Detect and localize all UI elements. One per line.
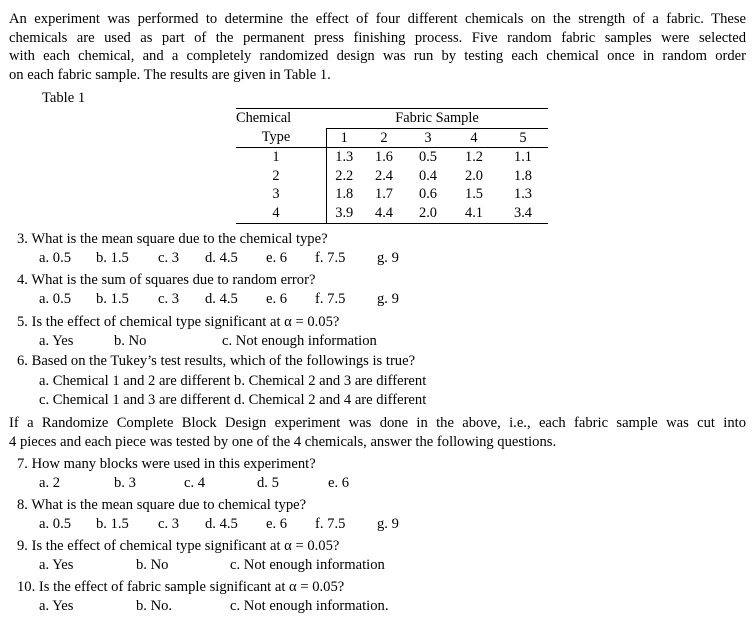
question-10: 10. Is the effect of fabric sample significant at α = 0.05?: [17, 579, 345, 595]
option: e. 6: [266, 291, 288, 307]
option: a. 0.5: [39, 250, 72, 266]
option: d. 4.5: [205, 516, 238, 532]
value-cell: 1.8: [335, 186, 354, 203]
option: b. No.: [136, 598, 173, 614]
table-row: [236, 148, 548, 167]
fabric-table: [236, 108, 548, 224]
intro-line: on each fabric sample. The results are given in Table 1.: [9, 66, 331, 83]
option: a. Yes: [39, 333, 74, 349]
sample-label: 4: [450, 128, 498, 148]
table-caption: Table 1: [42, 90, 86, 106]
option: d. 4.5: [205, 250, 238, 266]
value-cell: 1.2: [465, 149, 483, 166]
value-cell: 1.7: [375, 186, 393, 203]
type-cell: 1: [272, 149, 280, 166]
sample-label: 1: [326, 128, 362, 148]
option: a. 0.5: [39, 516, 72, 532]
option: d. 5: [257, 475, 279, 491]
value-cell: 0.5: [419, 149, 437, 166]
option: c. Chemical 1 and 3 are different d. Chemical 2 and 4 are different: [39, 392, 427, 408]
type-cell: 2: [272, 167, 280, 184]
option: c. Not enough information: [230, 557, 385, 573]
option: c. 3: [158, 250, 180, 266]
option: b. No: [114, 333, 147, 349]
option: b. 1.5: [96, 250, 129, 266]
value-cell: 1.5: [465, 186, 483, 203]
header-chemical: Chemical: [236, 109, 316, 129]
option: g. 9: [377, 516, 399, 532]
option: a. Chemical 1 and 2 are different b. Chemical 2 and 3 are different: [39, 373, 427, 389]
header-fabric-sample: Fabric Sample: [326, 109, 548, 129]
question-9: 9. Is the effect of chemical type significant at α = 0.05?: [17, 538, 340, 554]
option: e. 6: [266, 250, 288, 266]
value-cell: 2.0: [465, 167, 483, 184]
intro-line: An experiment was performed to determine the effect of four different chemicals on the strength of a fabric. These: [9, 11, 746, 27]
value-cell: 1.1: [514, 149, 532, 166]
value-cell: 2.2: [335, 167, 354, 184]
option: e. 6: [328, 475, 350, 491]
value-cell: 1.6: [375, 149, 393, 166]
question-3: 3. What is the mean square due to the chemical type?: [17, 231, 328, 247]
option: f. 7.5: [315, 516, 346, 532]
option: a. Yes: [39, 557, 74, 573]
value-cell: 1.3: [514, 186, 532, 203]
option: b. 1.5: [96, 516, 129, 532]
option: g. 9: [377, 250, 399, 266]
rcbd-paragraph: [9, 414, 746, 451]
option: a. Yes: [39, 598, 74, 614]
rcbd-line: 4 pieces and each piece was tested by one of the 4 chemicals, answer the following questions.: [9, 433, 557, 450]
type-cell: 3: [272, 186, 280, 203]
option: c. 4: [184, 475, 206, 491]
table-row: [236, 204, 548, 223]
sample-label: 3: [406, 128, 450, 148]
option: c. Not enough information: [222, 333, 377, 349]
option: e. 6: [266, 516, 288, 532]
type-cell: 4: [236, 204, 316, 223]
question-8: 8. What is the mean square due to chemical type?: [17, 497, 307, 513]
value-cell: 2.4: [375, 167, 393, 184]
intro-line: with each chemical, and a completely randomized design was run by testing each chemical once in random order: [9, 48, 746, 65]
sample-label: 5: [498, 128, 548, 148]
option: c. Not enough information.: [230, 598, 389, 614]
value-cell: 2.0: [406, 204, 450, 223]
option: f. 7.5: [315, 250, 346, 266]
option: a. 0.5: [39, 291, 72, 307]
table-row: [236, 185, 548, 204]
table-row: [236, 167, 548, 186]
value-cell: 4.4: [362, 204, 406, 223]
sample-label: 2: [362, 128, 406, 148]
option: b. 1.5: [96, 291, 129, 307]
option: c. 3: [158, 516, 180, 532]
option: d. 4.5: [205, 291, 238, 307]
question-5: 5. Is the effect of chemical type significant at α = 0.05?: [17, 314, 340, 330]
value-cell: 1.3: [335, 149, 354, 166]
value-cell: 0.6: [419, 186, 437, 203]
intro-line: chemicals are used as part of the permanent press finishing process. Five random fabric samples were selected: [9, 29, 746, 46]
option: a. 2: [39, 475, 61, 491]
option: b. 3: [114, 475, 136, 491]
value-cell: 3.4: [498, 204, 548, 223]
header-type: Type: [236, 128, 316, 148]
option: c. 3: [158, 291, 180, 307]
question-6: 6. Based on the Tukey’s test results, which of the followings is true?: [17, 353, 416, 369]
option: b. No: [136, 557, 169, 573]
option: f. 7.5: [315, 291, 346, 307]
rcbd-line: If a Randomize Complete Block Design experiment was done in the above, i.e., each fabric sample was cut into: [9, 415, 746, 431]
value-cell: 0.4: [419, 167, 437, 184]
value-cell: 4.1: [450, 204, 498, 223]
question-7: 7. How many blocks were used in this experiment?: [17, 456, 316, 472]
intro-paragraph: [9, 10, 746, 84]
value-cell: 1.8: [514, 167, 532, 184]
value-cell: 3.9: [326, 204, 362, 223]
question-4: 4. What is the sum of squares due to random error?: [17, 272, 316, 288]
option: g. 9: [377, 291, 399, 307]
